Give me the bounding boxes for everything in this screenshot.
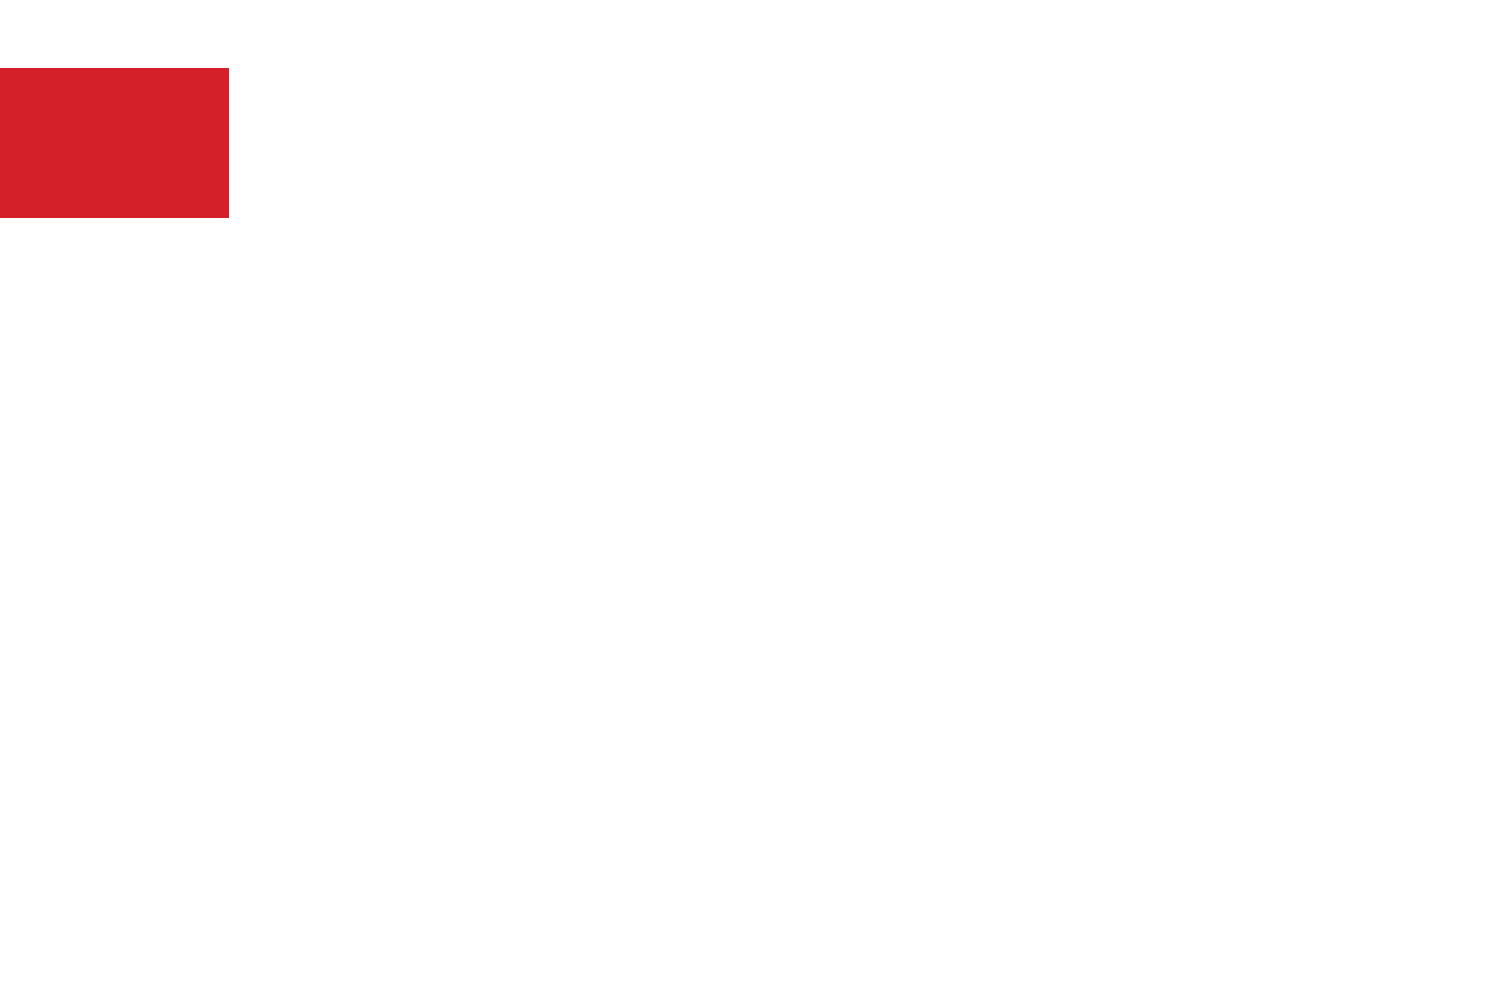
type-header-label: [0, 204, 229, 218]
type-column-header: [0, 68, 229, 218]
header-spacer: [0, 218, 1500, 224]
spec-table: [0, 68, 1500, 224]
